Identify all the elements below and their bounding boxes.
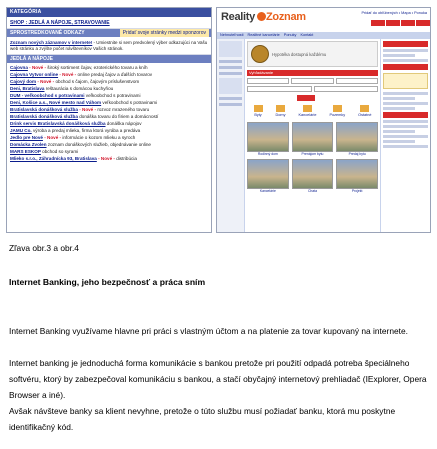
list-item-desc: výroba a predaj mlieka, firma ktorá vyrába a predáva <box>32 128 141 133</box>
search-heading: Vyhľadávanie <box>247 70 378 76</box>
list-item-desc: veľkoobchod s potravinami <box>102 100 158 105</box>
left-column <box>217 39 245 233</box>
new-badge: - Nové - <box>42 135 63 140</box>
list-item[interactable] <box>10 64 208 71</box>
list-item[interactable] <box>10 106 208 113</box>
list-item-link[interactable]: Bratislavská donášková služba <box>10 114 78 119</box>
new-badge: - Nové - <box>77 107 98 112</box>
list-item[interactable] <box>10 155 208 162</box>
news-box <box>7 37 211 55</box>
promo-bar: SPROSTREDKOVANÉ ODKAZY Pridať svoje stránky medzi sponzorov <box>7 29 211 37</box>
list-item-desc: online predaj čajov a ďalších tovarov <box>77 72 153 77</box>
list-item-desc: donáška nápojov <box>106 121 142 126</box>
category-label: Kancelárie <box>298 113 317 117</box>
list-item-desc: zoznam donáškových služieb, objednávanie online <box>47 142 151 147</box>
list-item[interactable] <box>10 71 208 78</box>
property-card[interactable] <box>292 122 334 156</box>
list-item-link[interactable]: Cajovna <box>10 65 28 70</box>
property-caption: Kancelárie <box>259 189 276 193</box>
property-caption: Projekt <box>351 189 363 193</box>
house-icon <box>333 105 342 112</box>
property-photo[interactable] <box>292 159 334 189</box>
property-caption: Predaj bytu <box>348 152 366 156</box>
news-link[interactable]: Zoznam nových záznamov v internete! <box>10 40 93 45</box>
new-badge: - Nové - <box>58 72 78 77</box>
list-item-desc: reštaurácia s domácou kuchyňou <box>45 86 114 91</box>
list-item-desc: informácie o kozom mlieku a syroch <box>62 135 136 140</box>
list-item-desc: široký sortiment čajov, ezoterického tovaru a kníh <box>47 65 148 70</box>
reality-zoznam-screenshot <box>216 7 431 233</box>
list-item[interactable] <box>10 113 208 120</box>
category-label: Ostatné <box>358 113 372 117</box>
promo-link[interactable]: Pridať svoje stránky medzi sponzorov <box>120 29 209 37</box>
category-item[interactable] <box>299 105 317 117</box>
list-item-desc: rozvoz mrazeného tovaru <box>97 107 150 112</box>
site-nav[interactable] <box>217 32 430 39</box>
site-header <box>217 8 430 32</box>
new-badge: - Nové - <box>27 65 48 70</box>
category-item[interactable] <box>358 105 371 117</box>
nav-item[interactable]: Realitné kancelárie <box>247 33 280 37</box>
paragraph: Internet banking je jednoduchá forma komunikácie s bankou pretože pri použití odpadá potreba špeciálneho softvéru, ktorý by zabezpečoval komunikáciu s bankou, a stačí obyčajný internetový prehliadač (IExplorer, Opera Browser a iné). <box>9 358 427 400</box>
list-item[interactable] <box>10 78 208 85</box>
section-bar: JEDLÁ A NÁPOJE <box>7 55 211 63</box>
logo-dot-icon <box>257 12 266 21</box>
nav-item[interactable]: Nehnuteľnosti <box>220 33 244 37</box>
category-item[interactable] <box>254 105 263 117</box>
category-item[interactable] <box>329 105 345 117</box>
nav-item[interactable]: Kontakt <box>300 33 314 37</box>
mortgage-banner[interactable]: Hypotéka dostupná každému <box>247 41 378 67</box>
property-caption: Chata <box>307 189 318 193</box>
list-item[interactable] <box>10 134 208 141</box>
list-item-desc: obchod s čajom, čajovým príslušenstvom <box>55 79 140 84</box>
house-icon <box>360 105 369 112</box>
category-label: Domy <box>275 113 286 117</box>
category-item[interactable] <box>276 105 286 117</box>
property-photo[interactable] <box>247 122 289 152</box>
house-icon <box>303 105 312 112</box>
property-caption: Rodinný dom <box>257 152 278 156</box>
list-item-link[interactable]: MARS ESKOP <box>10 149 41 154</box>
paragraph: Internet Banking využívame hlavne pri práci s vlastným účtom a na platenie za tovar kupovaný na internete. <box>9 326 408 336</box>
property-card[interactable] <box>336 159 378 193</box>
list-item[interactable] <box>10 148 208 155</box>
house-icon <box>254 105 263 112</box>
list-item-link[interactable]: Domácka Zvolen <box>10 142 47 147</box>
property-photo[interactable] <box>247 159 289 189</box>
property-photo[interactable] <box>292 122 334 152</box>
food-directory-screenshot <box>6 7 212 233</box>
list-item-link[interactable]: Mlieko s.r.o., Záhradnícka 93, Bratislava <box>10 156 97 161</box>
list-item-link[interactable]: Jedlo pre Nové <box>10 135 43 140</box>
property-photo[interactable] <box>336 159 378 189</box>
news-text: - Umiestnite si sem predvolený výber odkazujúci na Vašu web stránku a zvýšte počet návštevníkov Vašich stránok. <box>10 40 208 51</box>
site-logo[interactable]: Reality Zoznam <box>221 11 306 23</box>
list-item-link[interactable]: Deni, Bratislava <box>10 86 45 91</box>
category-label: Pozemky <box>329 113 346 117</box>
section-heading: Internet Banking, jeho bezpečnosť a práca sním <box>9 277 206 287</box>
paragraph: Avšak návšteve banky sa klient nevyhne, pretože o túto službu musí požiadať banku, ktorá mu poskytne identifikačný kód. <box>9 406 396 432</box>
property-card[interactable] <box>247 122 289 156</box>
list-item-desc: distribúcia <box>116 156 137 161</box>
property-card[interactable] <box>247 159 289 193</box>
top-tabs[interactable] <box>371 20 430 26</box>
category-bar: KATEGÓRIA <box>7 8 211 17</box>
new-badge: - Nové - <box>36 79 56 84</box>
list-item-link[interactable]: DUM - veľkoobchod s potravinami <box>10 93 85 98</box>
list-item[interactable] <box>10 92 208 99</box>
list-item[interactable] <box>10 85 208 92</box>
list-item[interactable] <box>10 141 208 148</box>
list-item-link[interactable]: Cajovna Vytvor online <box>10 72 59 77</box>
figure-caption: Zľava obr.3 a obr.4 <box>9 243 79 253</box>
food-list <box>7 63 211 163</box>
main-column <box>245 39 380 233</box>
list-item-link[interactable]: Bratislavská donášková služba <box>10 107 78 112</box>
list-item-link[interactable]: Deni, Košice a.s., Nové mesto nad Váhom <box>10 100 102 105</box>
property-card[interactable] <box>336 122 378 156</box>
seal-icon <box>251 45 269 63</box>
house-icon <box>276 105 285 112</box>
list-item-desc: donáška tovaru do firiem a domácností <box>79 114 159 119</box>
list-item[interactable] <box>10 120 208 127</box>
list-item-link[interactable]: JAMU Co. <box>10 128 32 133</box>
list-item[interactable] <box>10 127 208 134</box>
right-column <box>380 39 430 233</box>
search-form[interactable] <box>247 78 378 84</box>
property-photos <box>247 122 378 193</box>
nav-item[interactable]: Ponuky <box>283 33 297 37</box>
search-button[interactable] <box>297 95 315 101</box>
search-form-2[interactable] <box>247 86 378 92</box>
property-card[interactable] <box>292 159 334 193</box>
property-caption: Prenájom bytu <box>301 152 324 156</box>
list-item-link[interactable]: Drink servis Bratislavská donášková služba <box>10 121 106 126</box>
property-photo[interactable] <box>336 122 378 152</box>
list-item[interactable] <box>10 99 208 106</box>
top-links[interactable]: Pridať do obľúbených • Mapa • Ponuka <box>361 11 427 15</box>
new-badge: - Nové - <box>96 156 117 161</box>
category-label: Byty <box>254 113 262 117</box>
shop-row[interactable]: SHOP : JEDLÁ A NÁPOJE, STRAVOVANIE <box>7 17 211 29</box>
list-item-link[interactable]: Cajový dom <box>10 79 37 84</box>
list-item-desc: veľkoobchod s potravinami <box>85 93 141 98</box>
category-icons <box>247 105 378 117</box>
list-item-desc: obchod so syrami <box>42 149 79 154</box>
